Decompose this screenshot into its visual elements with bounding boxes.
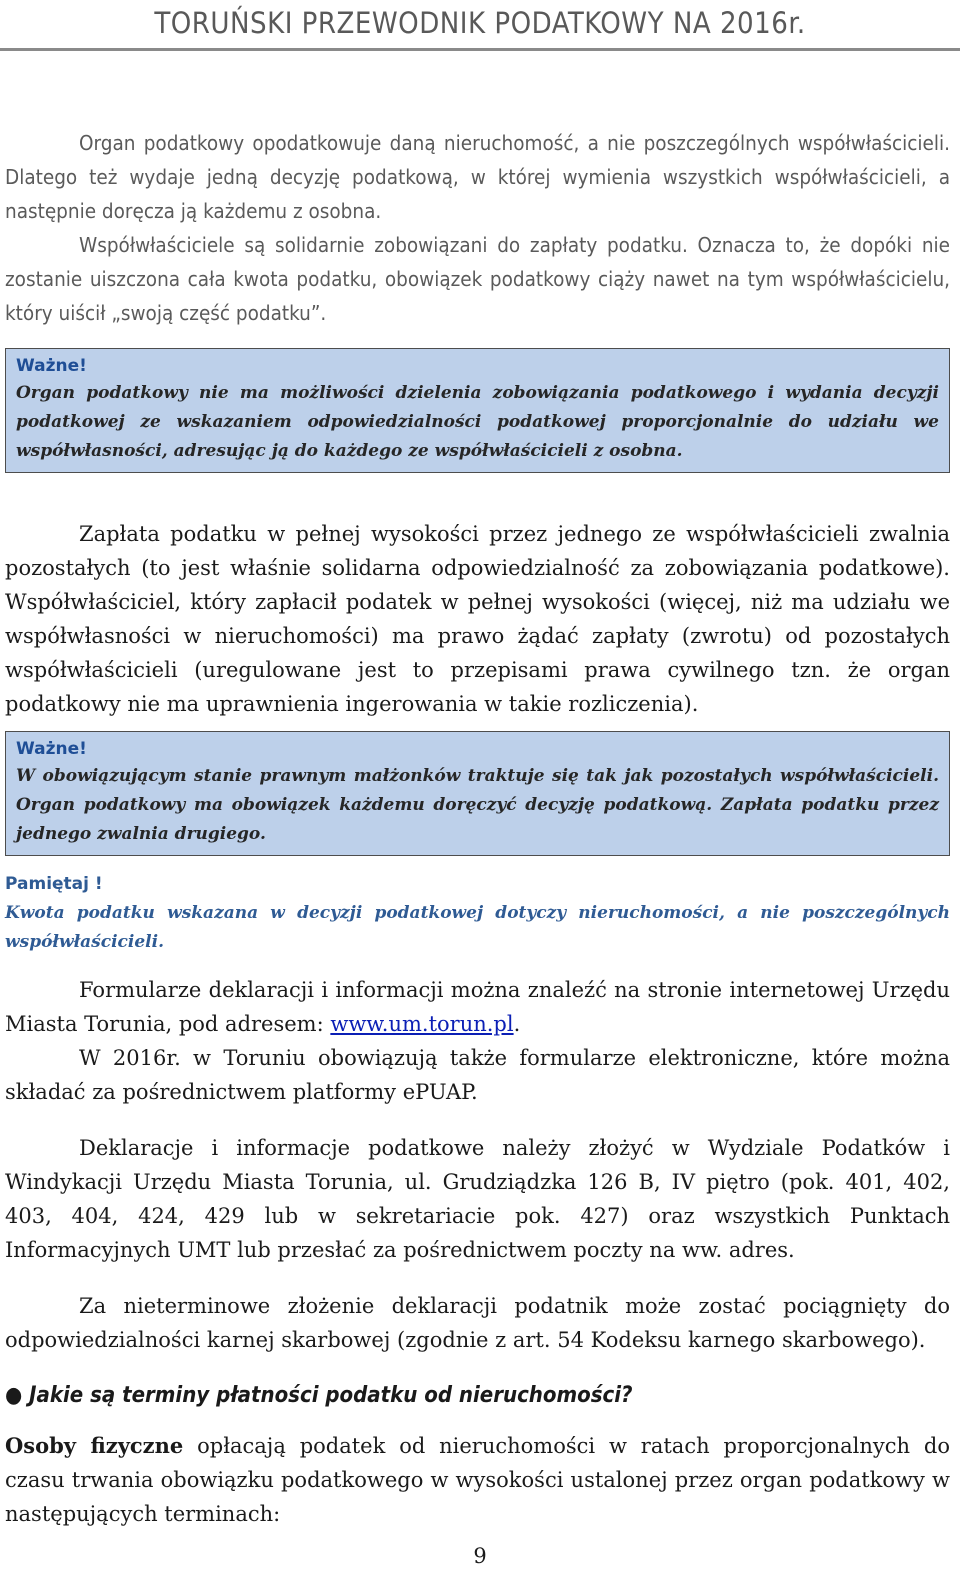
important-box-2 [5, 731, 950, 856]
page-content [5, 126, 950, 1531]
page-number: 9 [473, 1544, 487, 1568]
paragraph-submission: Deklaracje i informacje podatkowe należy złożyć w Wydziale Podatków i Windykacji Urzędu Miasta Torunia, ul. Grudziądzka 126 B, IV piętro (pok. 401, 402, 403, 404, 424, 429 lub w sekretariacie pok. 427) oraz wszystkich Punktach Informacyjnych UMT lub przesłać za pośrednictwem poczty na ww. adres. [5, 1136, 950, 1262]
page-header [0, 0, 960, 51]
terms-subject: Osoby fizyczne [5, 1433, 184, 1458]
important-heading: Ważne! [16, 356, 87, 376]
remember-heading: Pamiętaj ! [5, 874, 103, 894]
paragraph-payment: Zapłata podatku w pełnej wysokości przez jednego ze współwłaścicieli zwalnia pozostałych (to jest właśnie solidarna odpowiedzialność za zobowiązania podatkowe). Współwłaściciel, który zapłacił podatek w pełnej wysokości (więcej, niż ma udziału we współwłasności w nieruchomości) ma prawo żądać zapłaty (zwrotu) od pozostałych współwłaścicieli (uregulowane jest to przepisami prawa cywilnego tzn. że organ podatkowy nie ma uprawnienia ingerowania w takie rozliczenia). [5, 522, 950, 716]
paragraph-coowners-part1: Organ podatkowy opodatkowuje daną nieruchomość, a nie poszczególnych współwłaścicieli. Dlatego też wydaje jedną decyzję podatkową, w której wymienia wszystkich współwłaścicieli, a następnie doręcza ją każdemu z osobna. [5, 131, 950, 223]
paragraph-terms [5, 1429, 950, 1531]
forms-text: Formularze deklaracji i informacji można znaleźć na stronie internetowej Urzędu Miasta Torunia, pod adresem: [5, 978, 950, 1036]
forms-text-end: . [513, 1012, 521, 1036]
paragraph-coowners-part2: Współwłaściciele są solidarnie zobowiązani do zapłaty podatku. Oznacza to, że dopóki nie zostanie uiszczona cała kwota podatku, obowiązek podatkowy ciąży nawet na tym współwłaścicielu, który uiścił „swoją część podatku”. [5, 233, 950, 325]
remember-note [5, 870, 950, 957]
paragraph-epuap: W 2016r. w Toruniu obowiązują także formularze elektroniczne, które można składać za pośrednictwem platformy ePUAP. [5, 1046, 950, 1104]
important-heading: Ważne! [16, 739, 87, 759]
terms-text: opłacają podatek od nieruchomości w ratach proporcjonalnych do czasu trwania obowiązku podatkowego w wysokości ustalonej przez organ podatkowy w następujących terminach: [5, 1434, 951, 1526]
important-text: Organ podatkowy nie ma możliwości dzielenia zobowiązania podatkowego i wydania decyzji podatkowej ze wskazaniem odpowiedzialności podatkowej proporcjonalnie do udziału we współwłasności, adresując ją do każdego ze współwłaścicieli z osobna. [16, 383, 939, 461]
paragraph-penalty: Za nieterminowe złożenie deklaracji podatnik może zostać pociągnięty do odpowiedzialności karnej skarbowej (zgodnie z art. 54 Kodeksu karnego skarbowego). [5, 1294, 950, 1352]
section-question: ● Jakie są terminy płatności podatku od nieruchomości? [5, 1383, 633, 1408]
important-box-1 [5, 348, 950, 473]
header-title: TORUŃSKI PRZEWODNIK PODATKOWY NA 2016r. [154, 6, 806, 40]
remember-text: Kwota podatku wskazana w decyzji podatkowej dotyczy nieruchomości, a nie poszczególnych współwłaścicieli. [5, 903, 950, 952]
important-text: W obowiązującym stanie prawnym małżonków traktuje się tak jak pozostałych współwłaścicieli. Organ podatkowy ma obowiązek każdemu doręczyć decyzję podatkową. Zapłata podatku przez jednego zwalnia drugiego. [16, 766, 939, 844]
paragraph-forms [5, 973, 950, 1041]
paragraph-coowners [5, 126, 950, 330]
um-torun-link[interactable]: www.um.torun.pl [330, 1012, 514, 1036]
